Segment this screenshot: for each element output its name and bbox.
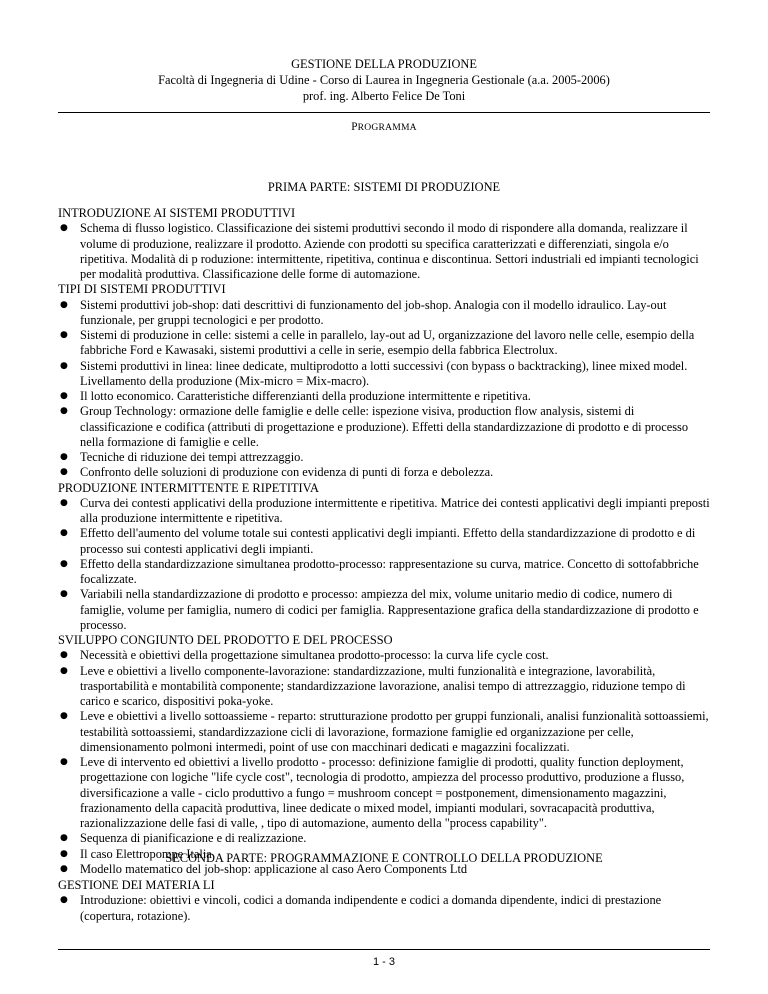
- bullet-icon: ●: [60, 391, 68, 401]
- faculty-line: Facoltà di Ingegneria di Udine - Corso di Laurea in Ingegneria Gestionale (a.a. 2005-2006): [158, 73, 610, 87]
- bullet-icon: ●: [60, 665, 68, 676]
- page-number: 1 - 3: [372, 956, 395, 968]
- bullet-icon: ●: [60, 223, 68, 234]
- list-item: [58, 831, 710, 846]
- section-heading: PRODUZIONE INTERMITTENTE E RIPETITIVA: [58, 480, 319, 495]
- bullet-icon: ●: [60, 650, 68, 661]
- list-item-text: Sistemi di produzione in celle: sistemi a celle in parallelo, lay-out ad U, organizzazione del lavoro nelle celle, esempio della fabbriche Ford e Kawasaki, sistemi produttivi a celle in serie, esempio della fabbrica Electrolux.: [80, 328, 695, 358]
- list-item: [58, 359, 710, 390]
- bullet-icon: ●: [60, 452, 68, 462]
- bullet-icon: ●: [60, 833, 68, 844]
- list-item-text: Il lotto economico. Caratteristiche differenzianti della produzione intermittente e ripetitiva.: [80, 389, 531, 403]
- list-item-text: Leve e obiettivi a livello componente-lavorazione: standardizzazione, multi funzionalità e integrazione, lavorabilità, trasportabilità e montabilità componente; standardizzazione lavorazione, analisi tempo di attrezzaggio, riduzione tempo di carico e scarico, dispositivi poka-yoke.: [80, 663, 686, 708]
- list-item-text: Tecniche di riduzione dei tempi attrezzaggio.: [80, 450, 304, 464]
- part1-content: [58, 206, 710, 877]
- footer-rule: [58, 949, 710, 950]
- list-item-text: Effetto dell'aumento del volume totale sui contesti applicativi degli impianti. Effetto della standardizzazione di prodotto e di processo sui contesti applicativi degli impianti.: [80, 526, 696, 556]
- bullet-icon: ●: [60, 467, 68, 478]
- part2-content: [58, 878, 710, 924]
- list-item-text: Sistemi produttivi job-shop: dati descrittivi di funzionamento del job-shop. Analogia con il modello idraulico. Lay-out funzionale, per gruppi tecnologici e per prodotto.: [80, 297, 667, 327]
- bullet-list: [58, 221, 710, 282]
- bullet-icon: ●: [60, 589, 68, 600]
- list-item: [58, 526, 710, 557]
- bullet-icon: ●: [60, 497, 68, 508]
- list-item-text: Il caso Elettropompe Italia: [80, 846, 212, 861]
- bullet-icon: ●: [60, 406, 68, 417]
- list-item-text: Sistemi produttivi in linea: linee dedicate, multiprodotto a lotti successivi (con bypass o backtracking), linee mixed model. Livellamento della produzione (Mix-micro = Mix-macro).: [80, 358, 688, 388]
- professor-line: prof. ing. Alberto Felice De Toni: [302, 89, 466, 103]
- section-heading: INTRODUZIONE AI SISTEMI PRODUTTIVI: [58, 206, 296, 220]
- section-heading: GESTIONE DEI MATERIA LI: [58, 878, 215, 892]
- list-item: [58, 389, 710, 404]
- list-item: [58, 709, 710, 755]
- list-item: [58, 587, 710, 633]
- programma-title: [0, 121, 768, 133]
- list-item: [58, 496, 710, 527]
- course-title: GESTIONE DELLA PRODUZIONE: [291, 57, 477, 71]
- bullet-icon: ●: [60, 330, 68, 340]
- list-item-text: Sequenza di pianificazione e di realizzazione.: [80, 831, 307, 846]
- list-item-text: Schema di flusso logistico. Classificazione dei sistemi produttivi secondo il modo di rispondere alla domanda, realizzare il volume di produzione, realizzare il prodotto. Aziende con prodotti su specifica caratterizzati e differenziati, singola e/o ripetitiva. Modalità di p roduzione: intermittente, ripetitiva, continua e discontinua. Settori industriali ed impianti tecnologici per modalità produttiva. Classificazione delle forme di automazione.: [80, 221, 699, 281]
- bullet-list: [58, 893, 710, 924]
- section-heading: SVILUPPO CONGIUNTO DEL PRODOTTO E DEL PROCESSO: [58, 633, 393, 647]
- bullet-icon: ●: [60, 558, 68, 569]
- bullet-icon: ●: [60, 528, 68, 539]
- document-header: [0, 56, 768, 104]
- list-item-text: Group Technology: ormazione delle famiglie e delle celle: ispezione visiva, production flow analysis, sistemi di classificazione e codifica (attributi di progettazione e produzione). Effetti della standardizzazione di prodotto e di processo nella formazione di famiglie e celle.: [80, 404, 689, 449]
- list-item: [58, 221, 710, 282]
- section-heading: TIPI DI SISTEMI PRODUTTIVI: [58, 282, 226, 297]
- list-item-text: Leve di intervento ed obiettivi a livello prodotto - processo: definizione famiglie di prodotti, quality function deployment, progettazione con logiche "life cycle cost", tecnologia di prodotto, ampiezza del processo produttivo, produzione a flusso, diversificazione a valle - ciclo produttivo a fungo = mushroom concept = postponement, dimensionamento magazzini, frazionamento della capacità produttiva, linee dedicate o mixed model, impianti modulari, sovracapacità produttiva, razionalizzazione delle fasi di valle, , tipo di automazione, aumento della "process capability".: [80, 755, 685, 830]
- list-item: [58, 450, 710, 465]
- list-item: [58, 404, 710, 450]
- bullet-list: [58, 496, 710, 633]
- bullet-icon: ●: [60, 299, 68, 310]
- programma-initial: P: [351, 121, 358, 133]
- bullet-list: [58, 648, 710, 877]
- list-item-text: Introduzione: obiettivi e vincoli, codici a domanda indipendente e codici a domanda dipendente, indici di prestazione (copertura, rotazione).: [80, 893, 662, 923]
- list-item: [58, 893, 710, 924]
- bullet-icon: ●: [60, 895, 68, 906]
- list-item-text: Curva dei contesti applicativi della produzione intermittente e ripetitiva. Matrice dei contesti applicativi degli impianti preposti alla produzione intermittente e ripetitiva.: [80, 495, 710, 525]
- list-item: [58, 755, 710, 831]
- list-item-text: Modello matematico del job-shop: applicazione al caso Aero Components Ltd: [80, 861, 468, 876]
- bullet-list: [58, 298, 710, 481]
- bullet-icon: ●: [60, 711, 68, 722]
- list-item: [58, 557, 710, 588]
- bullet-icon: ●: [60, 848, 68, 859]
- list-item-text: Effetto della standardizzazione simultanea prodotto-processo: rappresentazione su curva, matrice. Concetto di sottofabbriche focalizzate.: [80, 556, 699, 586]
- list-item: [58, 298, 710, 329]
- header-rule: [58, 112, 710, 113]
- list-item: [58, 465, 710, 480]
- part2-title: SECONDA PARTE: PROGRAMMAZIONE E CONTROLLO DELLA PRODUZIONE: [165, 851, 603, 865]
- list-item-text: Necessità e obiettivi della progettazione simultanea prodotto-processo: la curva life cycle cost.: [80, 648, 549, 663]
- list-item: [58, 648, 710, 663]
- part1-title: PRIMA PARTE: SISTEMI DI PRODUZIONE: [267, 180, 501, 194]
- bullet-icon: ●: [60, 863, 68, 874]
- list-item: [58, 664, 710, 710]
- bullet-icon: ●: [60, 360, 68, 371]
- programma-rest: ROGRAMMA: [357, 122, 417, 133]
- bullet-icon: ●: [60, 757, 68, 767]
- list-item-text: Variabili nella standardizzazione di prodotto e processo: ampiezza del mix, volume unitario medio di codice, numero di famiglie, volume per famiglia, numero di codici per famiglia. Rappresentazione grafica della standardizzazione di prodotto e processo.: [80, 587, 699, 632]
- list-item-text: Leve e obiettivi a livello sottoassieme - reparto: strutturazione prodotto per gruppi funzionali, analisi funzionalità sottoassiemi, testabilità sottoassiemi, standardizzazione cicli di lavorazione, formazione famiglie ed organizzazione per celle, dimensionamento polmoni intermedi, point of use con macchinari dedicati e magazzini focalizzati.: [80, 709, 709, 754]
- list-item-text: Confronto delle soluzioni di produzione con evidenza di punti di forza e debolezza.: [80, 465, 494, 480]
- list-item: [58, 328, 710, 359]
